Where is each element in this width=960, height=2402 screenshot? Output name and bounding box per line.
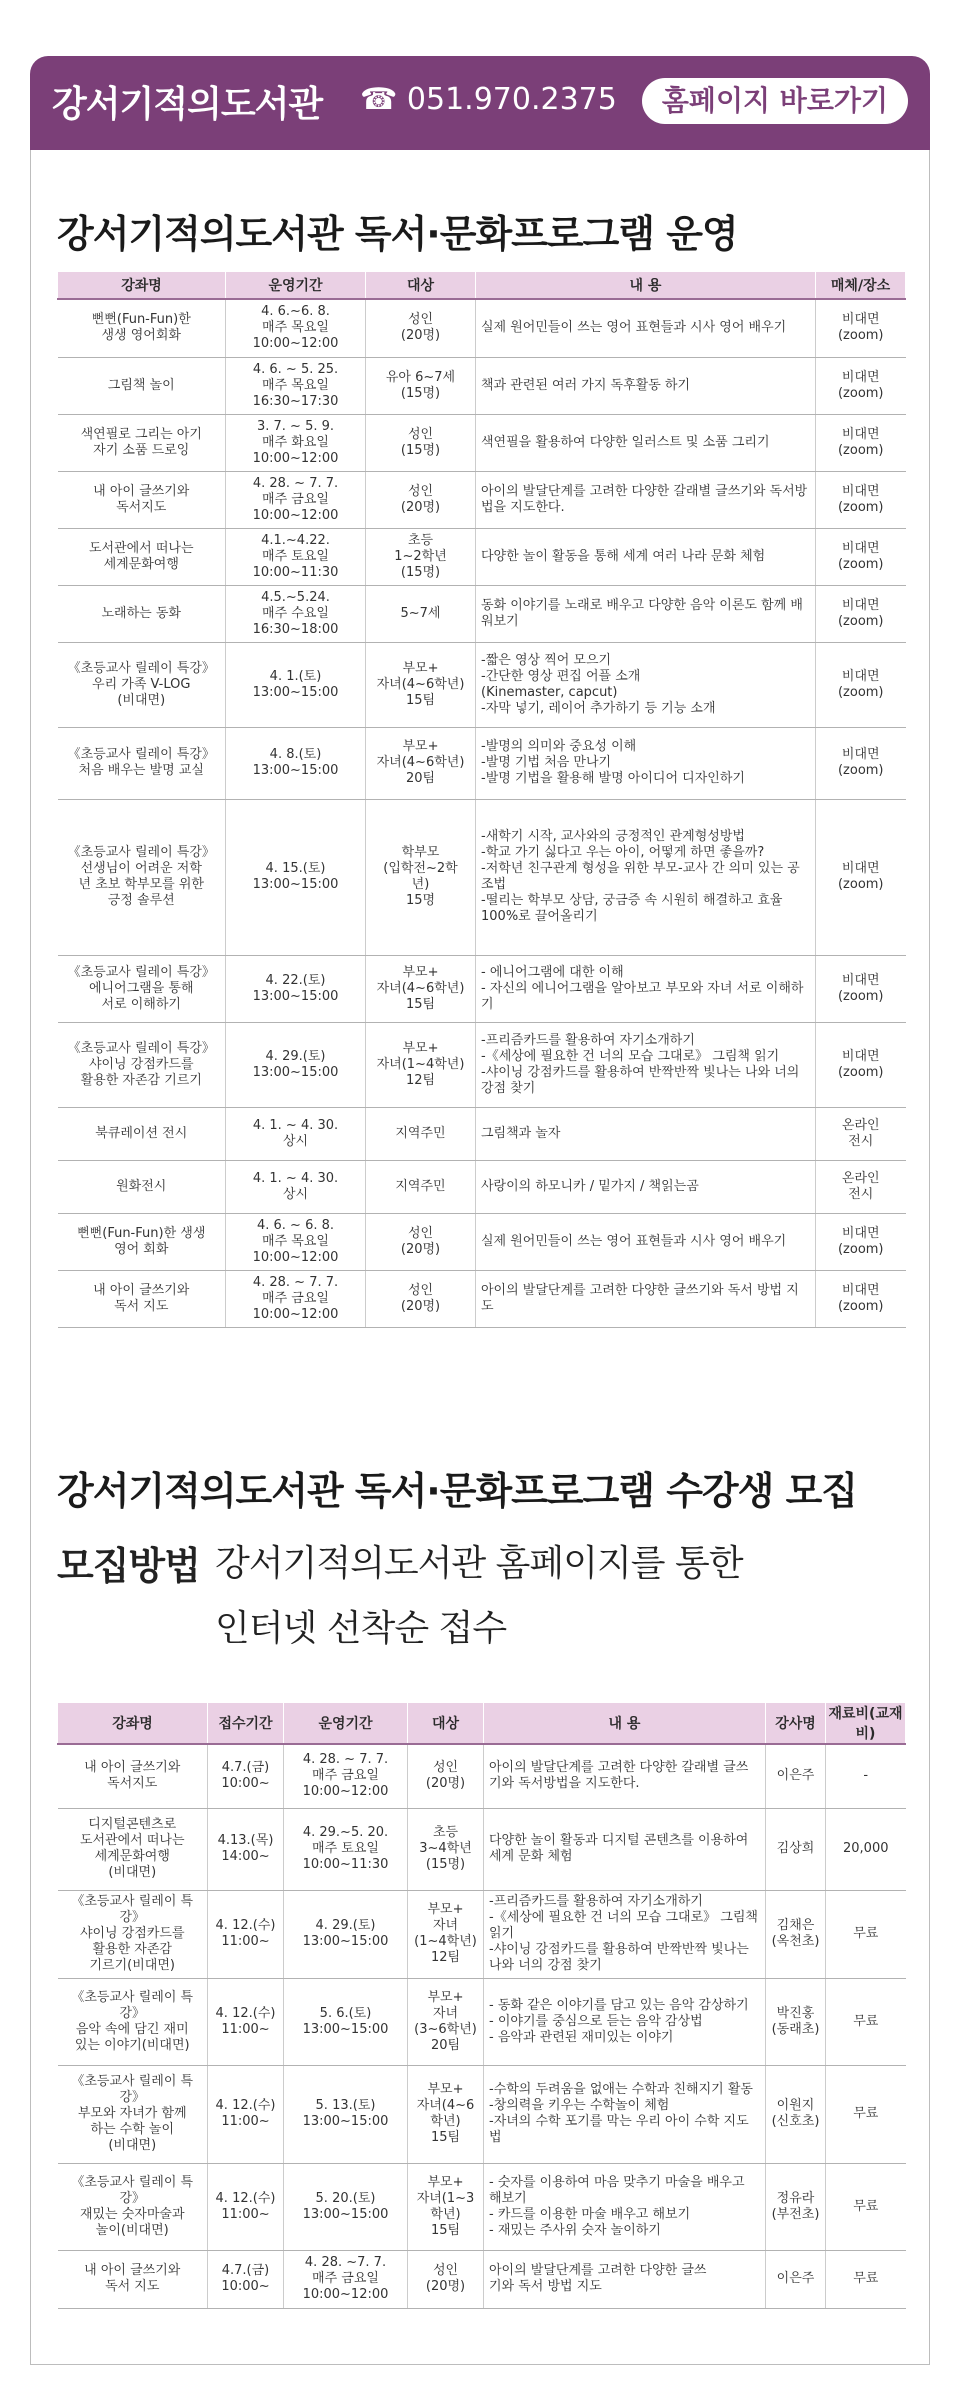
table-cell: 내 아이 글쓰기와 독서지도 (58, 471, 226, 528)
table-row (58, 357, 906, 414)
table-cell: 《초등교사 릴레이 특강》 우리 가족 V-LOG (비대면) (58, 642, 226, 727)
table-cell: 비대면 (zoom) (816, 471, 906, 528)
table-cell: -프리즘카드를 활용하여 자기소개하기 -《세상에 필요한 건 너의 모습 그대로》 그림책 읽기 -샤이닝 강점카드를 활용하여 반짝반짝 빛나는 나와 너의 강점 찾기 (476, 1022, 816, 1107)
table-cell: 무료 (826, 1978, 906, 2065)
table-cell: 《초등교사 릴레이 특강》 처음 배우는 발명 교실 (58, 727, 226, 799)
table-cell: 4.5.~5.24. 매주 수요일 16:30~18:00 (226, 585, 366, 642)
table-cell: 초등 3~4학년 (15명) (408, 1808, 484, 1890)
table-row (58, 955, 906, 1022)
table-cell: 성인 (20명) (408, 2250, 484, 2308)
table-row (58, 1270, 906, 1327)
table-cell: 비대면 (zoom) (816, 1022, 906, 1107)
table-cell: 비대면 (zoom) (816, 727, 906, 799)
column-header: 내 용 (484, 1703, 766, 1744)
homepage-button[interactable]: 홈페이지 바로가기 (642, 78, 908, 124)
table-cell: 원화전시 (58, 1160, 226, 1213)
table-cell: 4. 1.(토) 13:00~15:00 (226, 642, 366, 727)
table-cell: 다양한 놀이 활동과 디지털 콘텐츠를 이용하여 세계 문화 체험 (484, 1808, 766, 1890)
table-cell: 4. 28. ~ 7. 7. 매주 금요일 10:00~12:00 (284, 1744, 408, 1808)
table-row (58, 1213, 906, 1270)
table-cell: 학부모 (입학전~2학 년) 15명 (366, 799, 476, 955)
table-cell: 뻔뻔(Fun-Fun)한 생생 영어 회화 (58, 1213, 226, 1270)
table-cell: 성인 (20명) (366, 471, 476, 528)
table-cell: 3. 7. ~ 5. 9. 매주 화요일 10:00~12:00 (226, 414, 366, 471)
table-row (58, 1808, 906, 1890)
table-cell: 부모+ 자녀(1~3 학년) 15팀 (408, 2163, 484, 2250)
table-cell: 4. 12.(수) 11:00~ (208, 1978, 284, 2065)
table-row (58, 528, 906, 585)
table-cell: 《초등교사 릴레이 특강》 음악 속에 담긴 재미 있는 이야기(비대면) (58, 1978, 208, 2065)
library-name: 강서기적의도서관 (52, 84, 323, 125)
column-header: 대상 (366, 272, 476, 299)
table-cell: 비대면 (zoom) (816, 585, 906, 642)
table-cell: 사랑이의 하모니카 / 밑가지 / 책읽는곰 (476, 1160, 816, 1213)
column-header: 대상 (408, 1703, 484, 1744)
table-cell: 성인 (20명) (366, 1270, 476, 1327)
table-cell: - 숫자를 이용하여 마음 맞추기 마술을 배우고 해보기 - 카드를 이용한 마술 배우고 해보기 - 재밌는 주사위 숫자 놀이하기 (484, 2163, 766, 2250)
table-cell: 비대면 (zoom) (816, 799, 906, 955)
library-header-banner (30, 56, 930, 150)
table-cell: 20,000 (826, 1808, 906, 1890)
table-cell: 초등 1~2학년 (15명) (366, 528, 476, 585)
table-cell: 4. 28. ~ 7. 7. 매주 금요일 10:00~12:00 (226, 471, 366, 528)
table-cell: 온라인 전시 (816, 1160, 906, 1213)
table-cell: 4. 1. ~ 4. 30. 상시 (226, 1107, 366, 1160)
table-row (58, 471, 906, 528)
table-cell: 4. 12.(수) 11:00~ (208, 2065, 284, 2163)
table-cell: 비대면 (zoom) (816, 955, 906, 1022)
table-cell: 무료 (826, 1890, 906, 1978)
section1-title: 강서기적의도서관 독서·문화프로그램 운영 (57, 212, 738, 256)
table-cell: 4. 12.(수) 11:00~ (208, 1890, 284, 1978)
table-cell: 성인 (20명) (366, 299, 476, 357)
table-cell: 4. 6. ~ 5. 25. 매주 목요일 16:30~17:30 (226, 357, 366, 414)
table-cell: 동화 이야기를 노래로 배우고 다양한 음악 이론도 함께 배워보기 (476, 585, 816, 642)
table-cell: 비대면 (zoom) (816, 528, 906, 585)
table-cell: 4. 29.(토) 13:00~15:00 (284, 1890, 408, 1978)
table-row (58, 1022, 906, 1107)
table-cell: 4. 12.(수) 11:00~ (208, 2163, 284, 2250)
table-cell: 성인 (15명) (366, 414, 476, 471)
table-row (58, 2065, 906, 2163)
table-cell: -프리즘카드를 활용하여 자기소개하기 -《세상에 필요한 건 너의 모습 그대로》 그림책 읽기 -샤이닝 강점카드를 활용하여 반짝반짝 빛나는 나와 너의 강점 찾기 (484, 1890, 766, 1978)
table-cell: -짧은 영상 찍어 모으기 -간단한 영상 편집 어플 소개 (Kinemaster, capcut) -자막 넣기, 레이어 추가하기 등 기능 소개 (476, 642, 816, 727)
table-cell: 김채은 (옥천초) (766, 1890, 826, 1978)
table-row (58, 2250, 906, 2308)
table-cell: 북큐레이션 전시 (58, 1107, 226, 1160)
table-row (58, 414, 906, 471)
table-cell: 《초등교사 릴레이 특강》 에니어그램을 통해 서로 이해하기 (58, 955, 226, 1022)
table-cell: 도서관에서 떠나는 세계문화여행 (58, 528, 226, 585)
table-cell: 그림책과 놀자 (476, 1107, 816, 1160)
table-cell: 무료 (826, 2250, 906, 2308)
table-cell: 4.7.(금) 10:00~ (208, 2250, 284, 2308)
table-cell: 4. 1. ~ 4. 30. 상시 (226, 1160, 366, 1213)
table-cell: 유아 6~7세 (15명) (366, 357, 476, 414)
table-cell: - 동화 같은 이야기를 담고 있는 음악 감상하기 - 이야기를 중심으로 듣는 음악 감상법 - 음악과 관련된 재미있는 이야기 (484, 1978, 766, 2065)
column-header: 강좌명 (58, 272, 226, 299)
table-cell: 4. 6. ~ 6. 8. 매주 목요일 10:00~12:00 (226, 1213, 366, 1270)
table-cell: 뻔뻔(Fun-Fun)한 생생 영어회화 (58, 299, 226, 357)
table-cell: 비대면 (zoom) (816, 414, 906, 471)
table-cell: -발명의 의미와 중요성 이해 -발명 기법 처음 만나기 -발명 기법을 활용해 발명 아이디어 디자인하기 (476, 727, 816, 799)
table-cell: 다양한 놀이 활동을 통해 세계 여러 나라 문화 체험 (476, 528, 816, 585)
table-cell: 부모+ 자녀(4~6 학년) 15팀 (408, 2065, 484, 2163)
table-cell: 내 아이 글쓰기와 독서 지도 (58, 2250, 208, 2308)
column-header: 운영기간 (226, 272, 366, 299)
table-cell: 디지털콘텐츠로 도서관에서 떠나는 세계문화여행 (비대면) (58, 1808, 208, 1890)
table-row (58, 2163, 906, 2250)
table-cell: 4.13.(목) 14:00~ (208, 1808, 284, 1890)
table-cell: 그림책 놀이 (58, 357, 226, 414)
table-cell: 박진홍 (동래초) (766, 1978, 826, 2065)
table-cell: 4. 28. ~ 7. 7. 매주 금요일 10:00~12:00 (226, 1270, 366, 1327)
table-cell: 《초등교사 릴레이 특강》 재밌는 숫자마술과 놀이(비대면) (58, 2163, 208, 2250)
table-cell: 《초등교사 릴레이 특강》 샤이닝 강점카드를 활용한 자존감 기르기(비대면) (58, 1890, 208, 1978)
table-cell: 지역주민 (366, 1107, 476, 1160)
table-cell: 무료 (826, 2163, 906, 2250)
table-cell: - (826, 1744, 906, 1808)
table-cell: 책과 관련된 여러 가지 독후활동 하기 (476, 357, 816, 414)
recruit-method-label: 모집방법 (57, 1544, 200, 1588)
table-cell: 색연필을 활용하여 다양한 일러스트 및 소품 그리기 (476, 414, 816, 471)
table-row (58, 727, 906, 799)
program-schedule-table (57, 272, 906, 1328)
table-cell: 아이의 발달단계를 고려한 다양한 갈래별 글쓰기와 독서방법을 지도한다. (476, 471, 816, 528)
table-cell: 성인 (20명) (366, 1213, 476, 1270)
table-row (58, 1107, 906, 1160)
table-cell: 내 아이 글쓰기와 독서 지도 (58, 1270, 226, 1327)
table-cell: 4. 29.~5. 20. 매주 토요일 10:00~11:30 (284, 1808, 408, 1890)
table-cell: 부모+ 자녀 (3~6학년) 20팀 (408, 1978, 484, 2065)
column-header: 매체/장소 (816, 272, 906, 299)
table-cell: 비대면 (zoom) (816, 1270, 906, 1327)
table-cell: 4. 29.(토) 13:00~15:00 (226, 1022, 366, 1107)
table-cell: 실제 원어민들이 쓰는 영어 표현들과 시사 영어 배우기 (476, 299, 816, 357)
table-cell: 5. 6.(토) 13:00~15:00 (284, 1978, 408, 2065)
table-cell: 색연필로 그리는 아기 자기 소품 드로잉 (58, 414, 226, 471)
table-cell: 온라인 전시 (816, 1107, 906, 1160)
column-header: 내 용 (476, 272, 816, 299)
table-row (58, 642, 906, 727)
table-cell: 내 아이 글쓰기와 독서지도 (58, 1744, 208, 1808)
column-header: 재료비(교재비) (826, 1703, 906, 1744)
table-cell: 이원지 (신호초) (766, 2065, 826, 2163)
table-cell: 《초등교사 릴레이 특강》 부모와 자녀가 함께 하는 수학 놀이 (비대면) (58, 2065, 208, 2163)
table-cell: 정유라 (부전초) (766, 2163, 826, 2250)
table-row (58, 299, 906, 357)
table-cell: 이은주 (766, 2250, 826, 2308)
table-cell: - 에니어그램에 대한 이해 - 자신의 에니어그램을 알아보고 부모와 자녀 서로 이해하기 (476, 955, 816, 1022)
table-cell: 4. 15.(토) 13:00~15:00 (226, 799, 366, 955)
table-cell: 4. 28. ~7. 7. 매주 금요일 10:00~12:00 (284, 2250, 408, 2308)
table-cell: 4.1.~4.22. 매주 토요일 10:00~11:30 (226, 528, 366, 585)
table-cell: 부모+ 자녀(4~6학년) 15팀 (366, 642, 476, 727)
phone-number: ☎ 051.970.2375 (360, 82, 617, 117)
column-header: 접수기간 (208, 1703, 284, 1744)
column-header: 운영기간 (284, 1703, 408, 1744)
table-cell: 부모+ 자녀 (1~4학년) 12팀 (408, 1890, 484, 1978)
column-header: 강좌명 (58, 1703, 208, 1744)
table-cell: -수학의 두려움을 없애는 수학과 친해지기 활동 -창의력을 키우는 수학놀이 체험 -자녀의 수학 포기를 막는 우리 아이 수학 지도법 (484, 2065, 766, 2163)
table-cell: 부모+ 자녀(4~6학년) 20팀 (366, 727, 476, 799)
table-row (58, 799, 906, 955)
table-cell: 비대면 (zoom) (816, 299, 906, 357)
table-row (58, 1978, 906, 2065)
table-row (58, 1744, 906, 1808)
table-cell: 김상희 (766, 1808, 826, 1890)
table-row (58, 1160, 906, 1213)
table-cell: 《초등교사 릴레이 특강》 샤이닝 강점카드를 활용한 자존감 기르기 (58, 1022, 226, 1107)
table-cell: 부모+ 자녀(1~4학년) 12팀 (366, 1022, 476, 1107)
table-cell: 5. 13.(토) 13:00~15:00 (284, 2065, 408, 2163)
table-cell: 아이의 발달단계를 고려한 다양한 글쓰기와 독서 방법 지도 (476, 1270, 816, 1327)
table-row (58, 1890, 906, 1978)
table-cell: 4. 22.(토) 13:00~15:00 (226, 955, 366, 1022)
table-cell: 무료 (826, 2065, 906, 2163)
table-cell: -새학기 시작, 교사와의 긍정적인 관계형성방법 -학교 가기 싫다고 우는 아이, 어떻게 하면 좋을까? -저학년 친구관계 형성을 위한 부모-교사 간 의미 있는 공조법 -떨리는 학부모 상담, 궁금증 속 시원히 해결하고 효율 100%로 끌어올리기 (476, 799, 816, 955)
table-cell: 실제 원어민들이 쓰는 영어 표현들과 시사 영어 배우기 (476, 1213, 816, 1270)
table-cell: 4. 8.(토) 13:00~15:00 (226, 727, 366, 799)
table-cell: 부모+ 자녀(4~6학년) 15팀 (366, 955, 476, 1022)
table-cell: 5~7세 (366, 585, 476, 642)
table-cell: 아이의 발달단계를 고려한 다양한 갈래별 글쓰기와 독서방법을 지도한다. (484, 1744, 766, 1808)
table-cell: 4. 6.~6. 8. 매주 목요일 10:00~12:00 (226, 299, 366, 357)
table-cell: 5. 20.(토) 13:00~15:00 (284, 2163, 408, 2250)
table-cell: 성인 (20명) (408, 1744, 484, 1808)
table-cell: 《초등교사 릴레이 특강》 선생님이 어려운 저학 년 초보 학부모를 위한 긍정 솔루션 (58, 799, 226, 955)
table-cell: 이은주 (766, 1744, 826, 1808)
table-cell: 비대면 (zoom) (816, 642, 906, 727)
table-cell: 노래하는 동화 (58, 585, 226, 642)
table-cell: 아이의 발달단계를 고려한 다양한 글쓰 기와 독서 방법 지도 (484, 2250, 766, 2308)
recruit-method-line2: 인터넷 선착순 접수 (215, 1608, 507, 1649)
table-row (58, 585, 906, 642)
section2-title: 강서기적의도서관 독서·문화프로그램 수강생 모집 (57, 1469, 857, 1513)
registration-table (57, 1703, 906, 2309)
table-cell: 비대면 (zoom) (816, 357, 906, 414)
table-cell: 비대면 (zoom) (816, 1213, 906, 1270)
column-header: 강사명 (766, 1703, 826, 1744)
table-cell: 4.7.(금) 10:00~ (208, 1744, 284, 1808)
table-cell: 지역주민 (366, 1160, 476, 1213)
recruit-method-line1: 강서기적의도서관 홈페이지를 통한 (215, 1543, 743, 1584)
